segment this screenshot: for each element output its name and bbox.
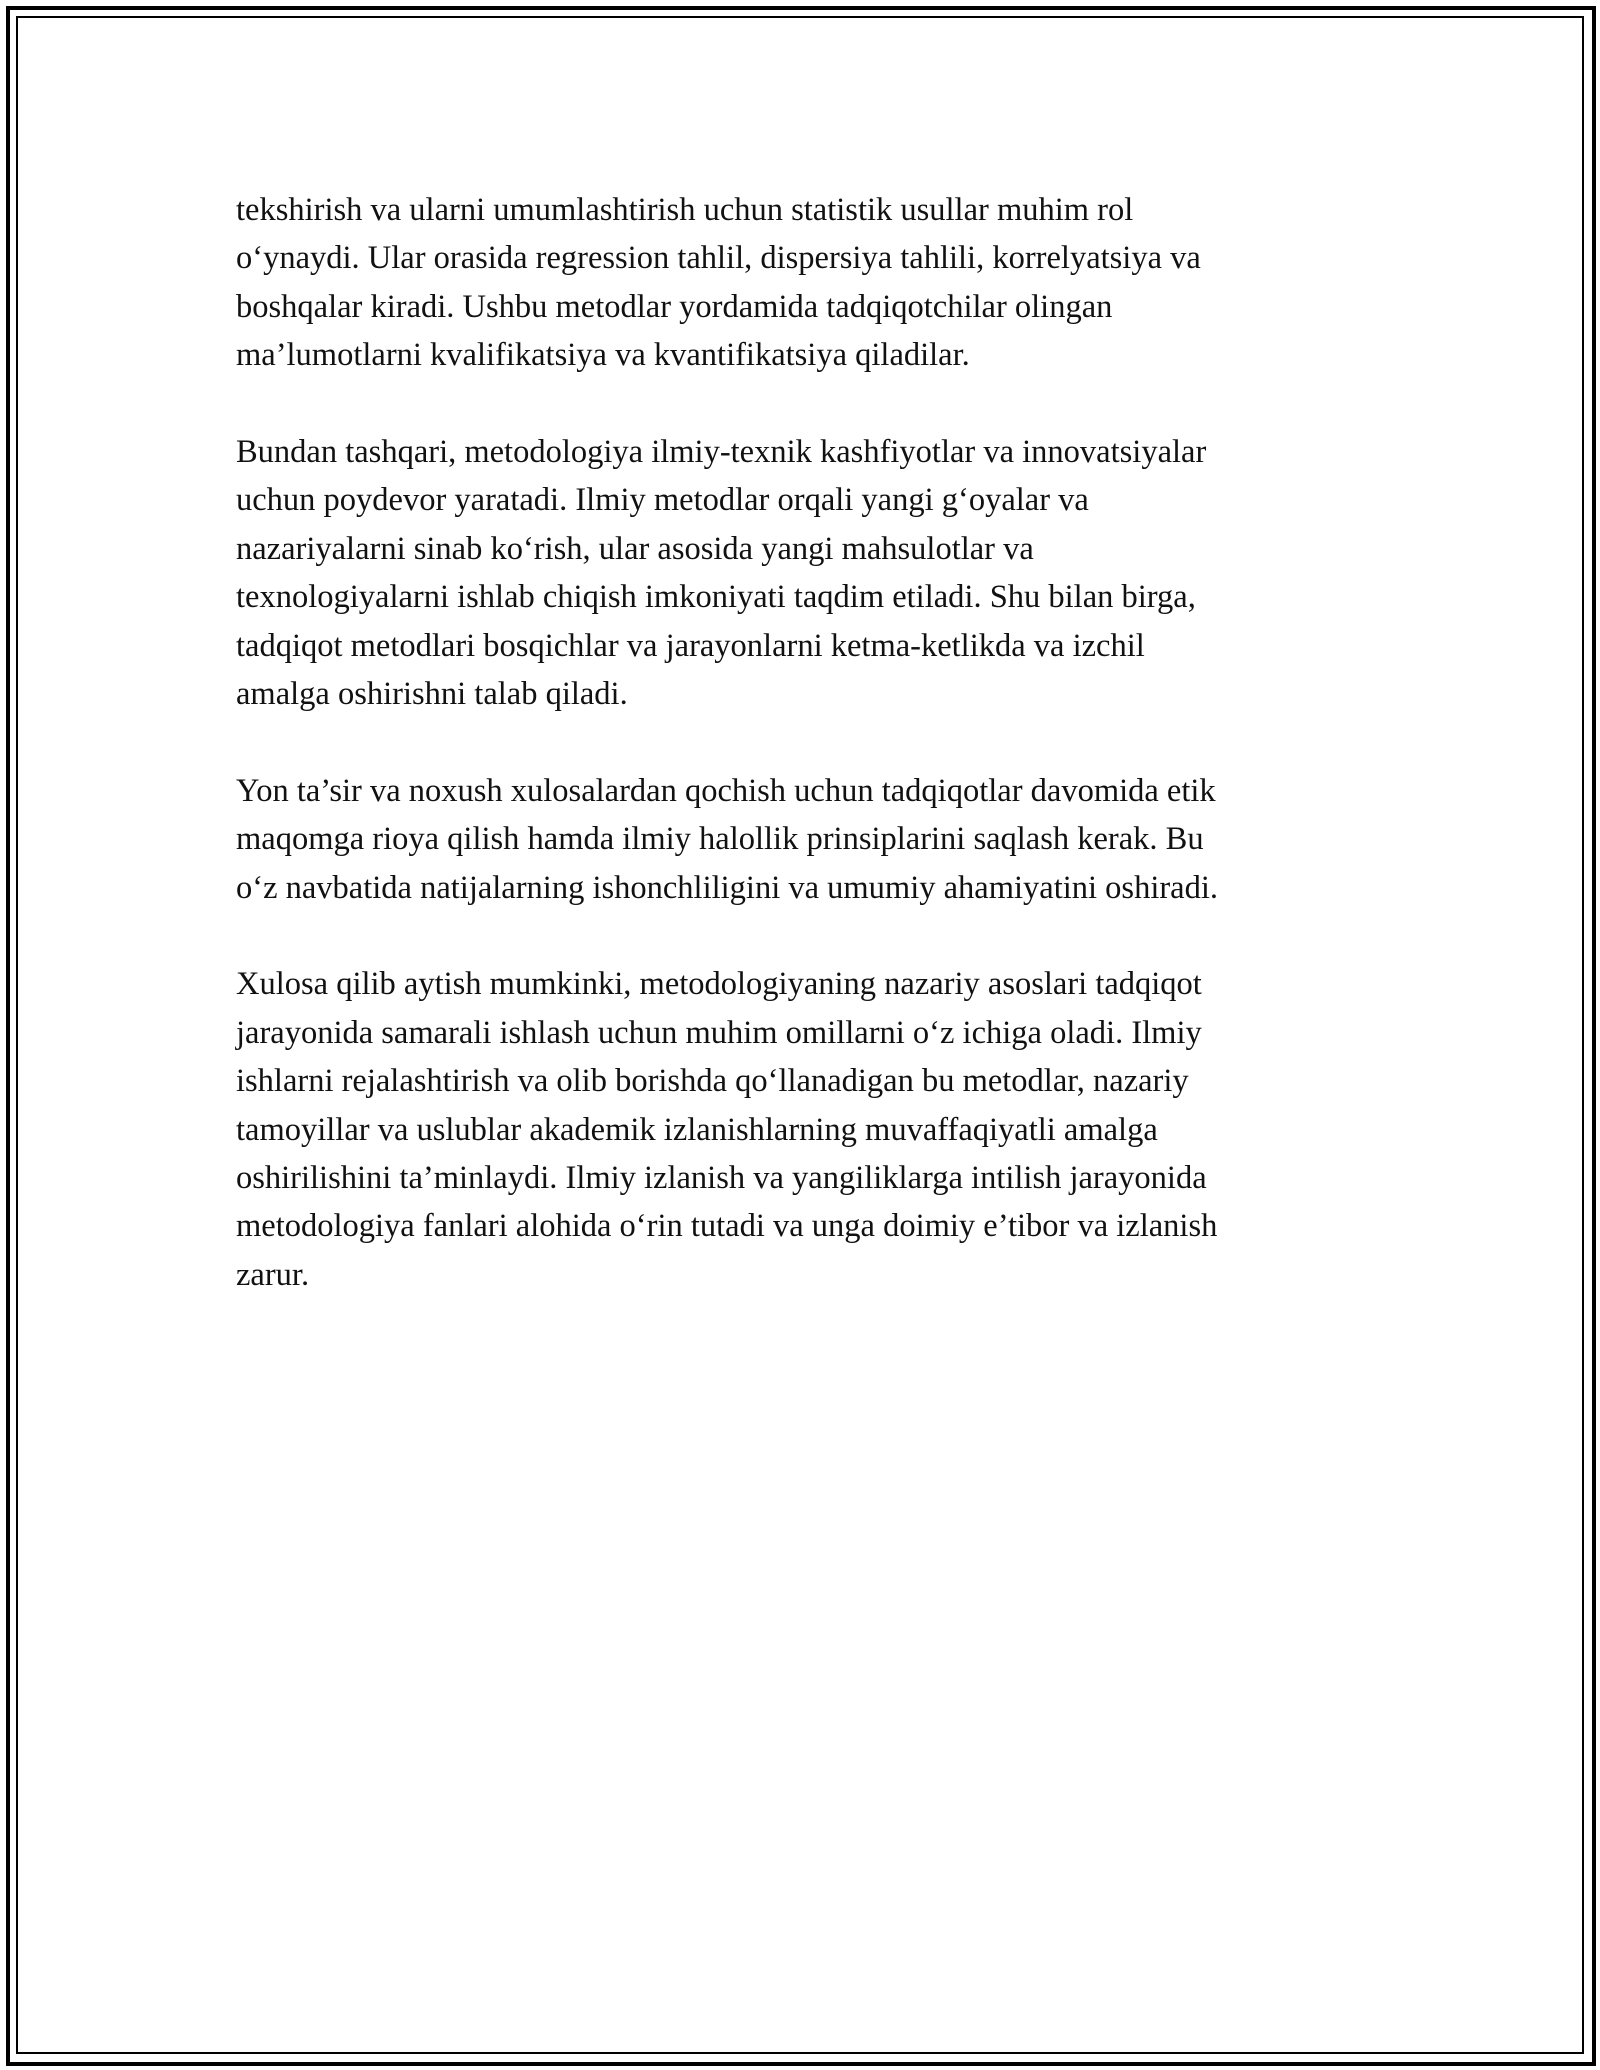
paragraph-1: tekshirish va ularni umumlashtirish uchun statistik usullar muhim rol o‘ynaydi. Ular orasida regression tahlil, dispersiya tahlili, korrelyatsiya va boshqalar kiradi. Ushbu metodlar yordamida tadqiqotchilar olingan ma’lumotlarni kvalifikatsiya va kvantifikatsiya qiladilar. [236,192,1201,374]
paragraph-3: Yon ta’sir va noxush xulosalardan qochish uchun tadqiqotlar davomida etik maqomga rioya qilish hamda ilmiy halollik prinsiplarini saqlash kerak. Bu o‘z navbatida natijalarning ishonchliligini va umumiy ahamiyatini oshiradi. [236,772,1218,906]
paragraph-4: Xulosa qilib aytish mumkinki, metodologiyaning nazariy asoslari tadqiqot jarayonida samarali ishlash uchun muhim omillarni o‘z ichiga oladi. Ilmiy ishlarni rejalashtirish va olib borishda qo‘llanadigan bu metodlar, nazariy tamoyillar va uslublar akademik izlanishlarning muvaffaqiyatli amalga oshirilishini ta’minlaydi. Ilmiy izlanish va yangiliklarga intilish jarayonida metodologiya fanlari alohida o‘rin tutadi va unga doimiy e’tibor va izlanish zarur. [236,966,1218,1293]
document-body [236,186,1366,1348]
paragraph-2: Bundan tashqari, metodologiya ilmiy-texnik kashfiyotlar va innovatsiyalar uchun poydevor yaratadi. Ilmiy metodlar orqali yangi g‘oyalar va nazariyalarni sinab ko‘rish, ular asosida yangi mahsulotlar va texnologiyalarni ishlab chiqish imkoniyati taqdim etiladi. Shu bilan birga, tadqiqot metodlari bosqichlar va jarayonlarni ketma-ketlikda va izchil amalga oshirishni talab qiladi. [236,434,1207,713]
